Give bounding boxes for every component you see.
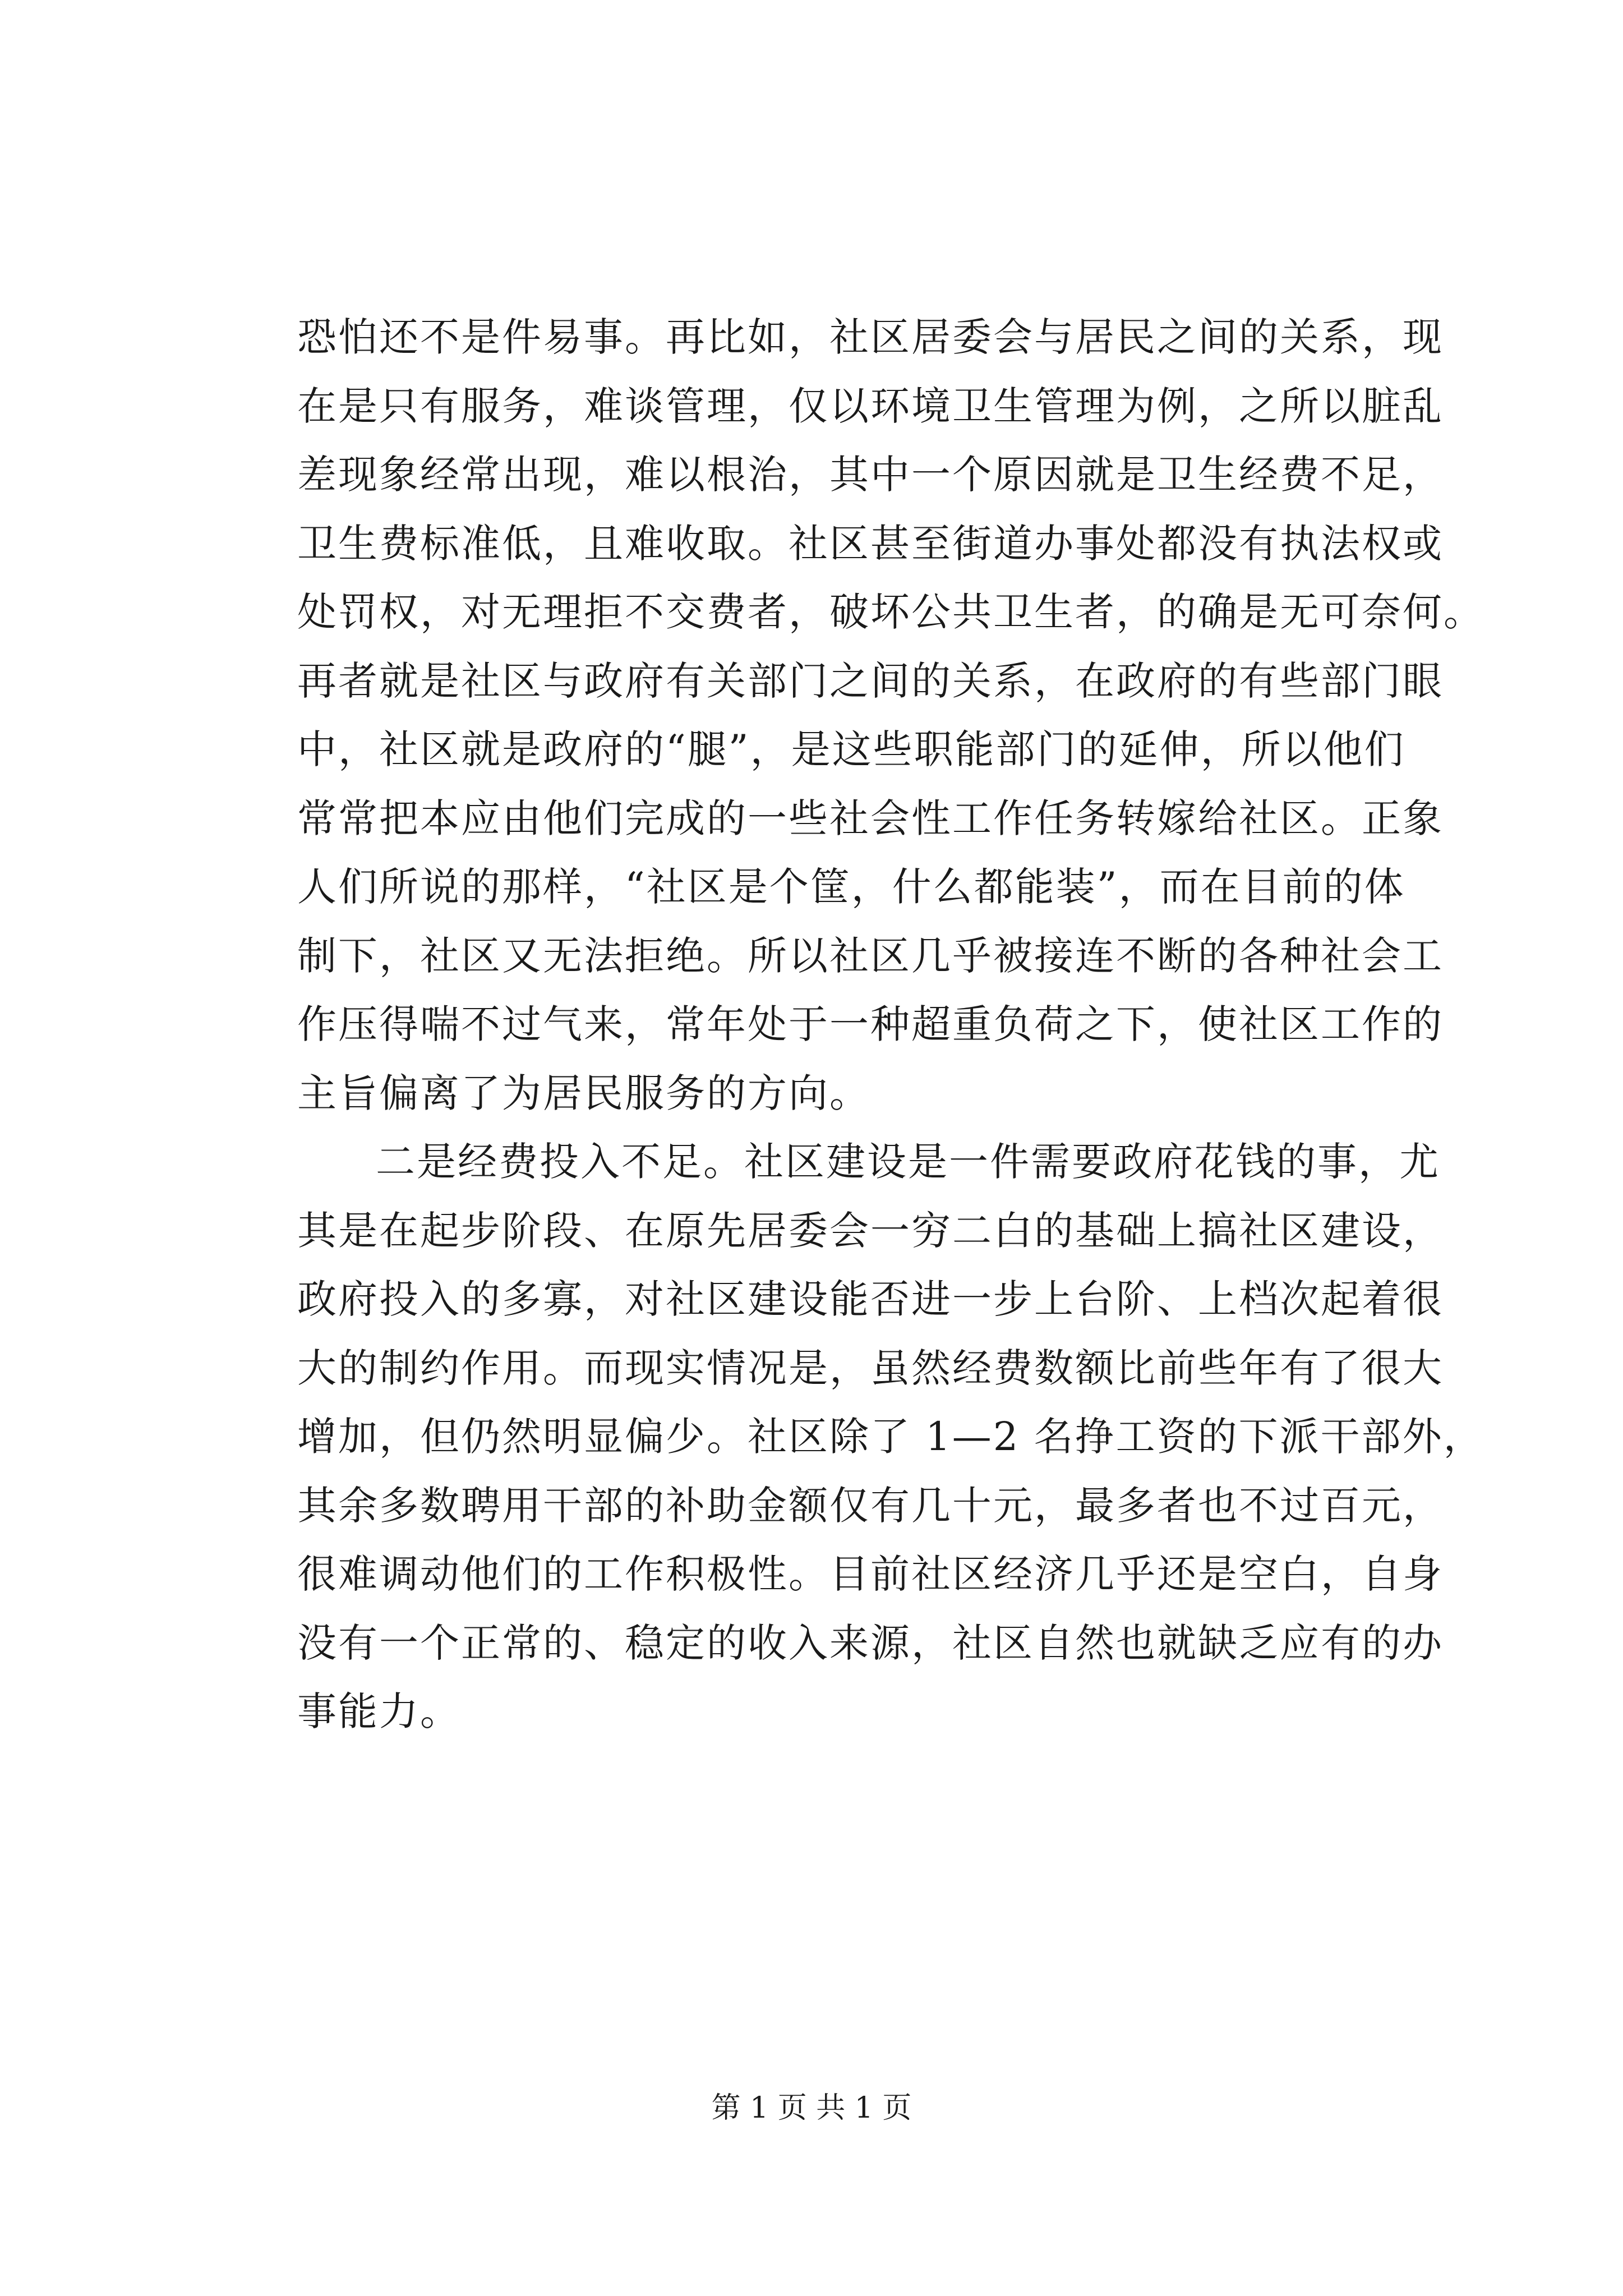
text-line: 人们所说的那样，“社区是个筐，什么都能装”，而在目前的体 bbox=[297, 864, 1405, 910]
text-line: 作压得喘不过气来，常年处于一种超重负荷之下，使社区工作的 bbox=[297, 1001, 1444, 1047]
paragraph-2 bbox=[297, 1128, 1484, 1746]
text-line: 政府投入的多寡，对社区建设能否进一步上台阶、上档次起着很 bbox=[297, 1276, 1444, 1322]
paragraph-1 bbox=[297, 303, 1484, 1128]
text-line: 制下，社区又无法拒绝。所以社区几乎被接连不断的各种社会工 bbox=[297, 932, 1444, 979]
text-line: 处罚权，对无理拒不交费者，破坏公共卫生者，的确是无可奈何。 bbox=[297, 589, 1484, 635]
text-line: 二是经费投入不足。社区建设是一件需要政府花钱的事，尤 bbox=[376, 1139, 1440, 1185]
text-line: 其是在起步阶段、在原先居委会一穷二白的基础上搞社区建设， bbox=[297, 1207, 1444, 1254]
text-line: 没有一个正常的、稳定的收入来源，社区自然也就缺乏应有的办 bbox=[297, 1619, 1444, 1666]
text-line: 恐怕还不是件易事。再比如，社区居委会与居民之间的关系，现 bbox=[297, 314, 1444, 360]
text-line: 在是只有服务，难谈管理，仅以环境卫生管理为例，之所以脏乱 bbox=[297, 383, 1444, 429]
text-line: 中，社区就是政府的“腿”，是这些职能部门的延伸，所以他们 bbox=[297, 726, 1405, 772]
text-line: 卫生费标准低，且难收取。社区甚至街道办事处都没有执法权或 bbox=[297, 520, 1444, 567]
text-line: 主旨偏离了为居民服务的方向。 bbox=[297, 1070, 870, 1116]
text-line: 常常把本应由他们完成的一些社会性工作任务转嫁给社区。正象 bbox=[297, 795, 1444, 841]
text-line: 再者就是社区与政府有关部门之间的关系，在政府的有些部门眼 bbox=[297, 657, 1444, 704]
text-line: 事能力。 bbox=[297, 1688, 461, 1734]
text-line: 很难调动他们的工作积极性。目前社区经济几乎还是空白，自身 bbox=[297, 1551, 1444, 1597]
text-line: 其余多数聘用干部的补助金额仅有几十元，最多者也不过百元， bbox=[297, 1482, 1444, 1529]
document-body bbox=[297, 303, 1484, 1746]
page-number-label: 第 1 页 共 1 页 bbox=[711, 2091, 912, 2125]
text-line: 差现象经常出现，难以根治，其中一个原因就是卫生经费不足， bbox=[297, 452, 1444, 498]
page-footer bbox=[0, 2091, 1623, 2125]
text-line: 大的制约作用。而现实情况是，虽然经费数额比前些年有了很大 bbox=[297, 1345, 1444, 1391]
text-line: 增加，但仍然明显偏少。社区除了 1—2 名挣工资的下派干部外， bbox=[297, 1414, 1484, 1460]
